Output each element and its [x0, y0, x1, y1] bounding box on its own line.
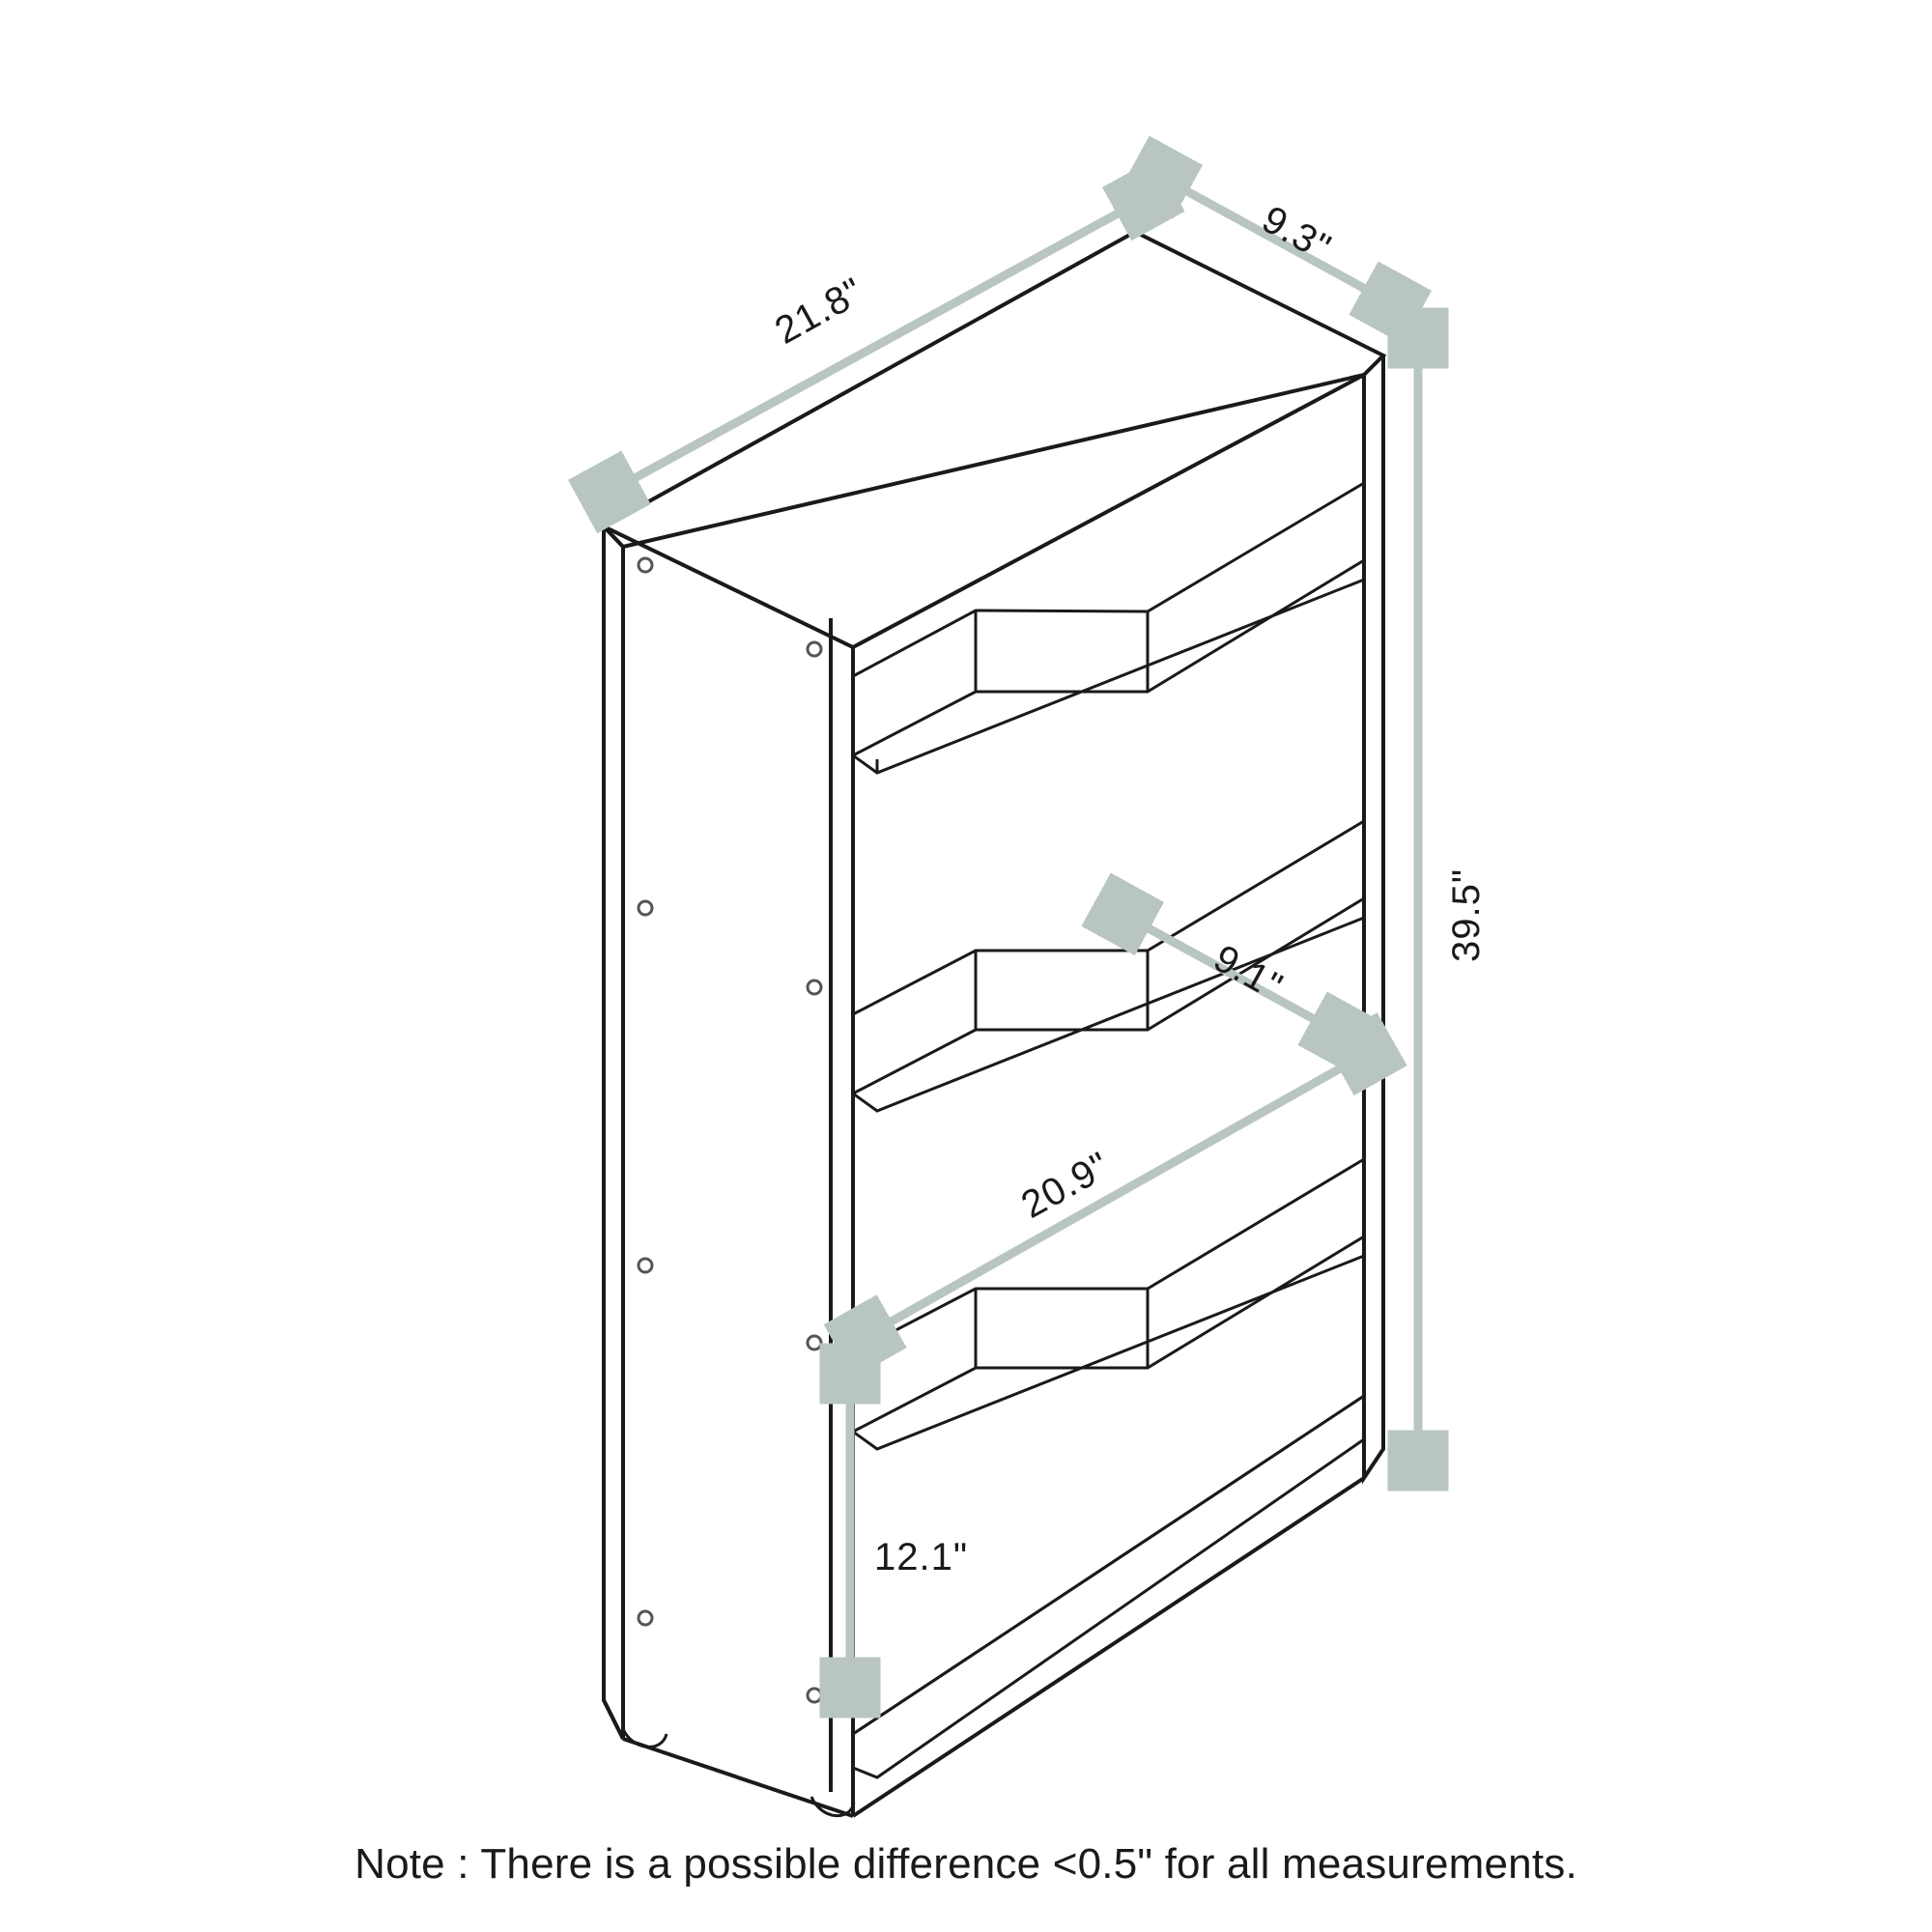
shelf-1-front-face	[853, 560, 1364, 773]
top-panel-front-edge	[604, 375, 1364, 547]
dimension-label-opening-height: 12.1"	[874, 1536, 969, 1578]
left-side-panel	[604, 526, 623, 1739]
bottom-front-left-edge	[623, 1739, 853, 1816]
shelf-2-inner-top	[853, 821, 1364, 1014]
dimension-label-shelf-depth: 9.1"	[1207, 936, 1291, 1009]
dimension-label-height-overall: 39.5"	[1445, 867, 1489, 963]
dimension-label-depth-top: 9.3"	[1255, 197, 1339, 270]
screw-holes	[639, 558, 821, 1702]
shelf-3-front-face	[853, 1236, 1364, 1449]
foot-front	[811, 1797, 854, 1816]
dimension-label-width-top: 21.8"	[768, 270, 871, 353]
measurement-note: Note : There is a possible difference <0.5" for all measurements.	[355, 1840, 1577, 1888]
top-panel	[604, 232, 1383, 647]
shelf-3-inner-top	[853, 1159, 1364, 1352]
left-side-bottom-edge	[604, 1700, 623, 1739]
dimension-label-shelf-width: 20.9"	[1014, 1144, 1118, 1227]
bottom-front-edge	[853, 1478, 1364, 1816]
right-side-panel	[1364, 355, 1383, 1478]
shelf-2-surface	[853, 821, 1364, 1094]
bottom-panel	[853, 1396, 1364, 1777]
arrow-width-top	[594, 208, 1128, 500]
shelf-1-surface	[853, 483, 1364, 755]
arrow-shelf-width	[850, 1063, 1350, 1345]
